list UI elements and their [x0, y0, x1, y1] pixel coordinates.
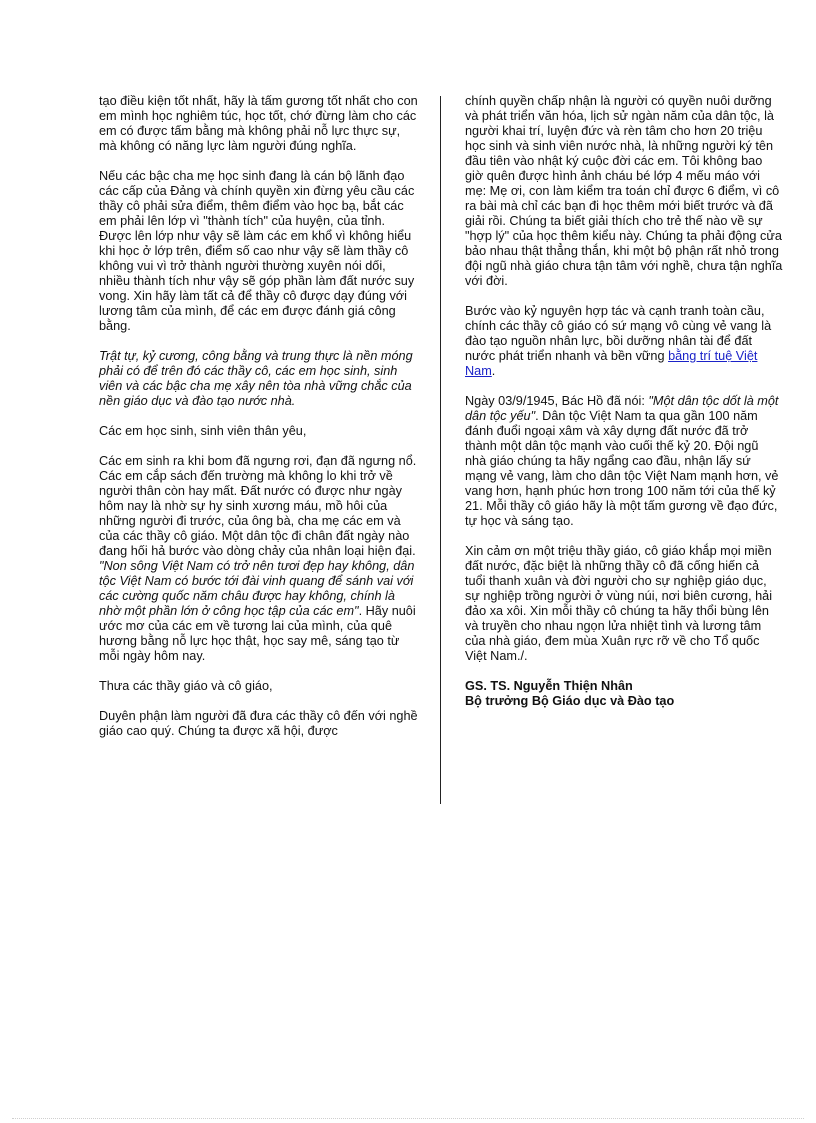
paragraph-text: . Dân tộc Việt Nam ta qua gần 100 năm đánh đuổi ngoại xâm và xây dựng đất nước đã trở thành một dân tộc mạnh vào cuối thế kỷ 20. Đội ngũ nhà giáo chúng ta hãy ngẩng cao đầu, nhận lấy sứ mạng vẻ vang, làm cho dân tộc Việt Nam mạnh hơn, vẻ vang hơn, hạnh phúc hơn trong 100 năm tới của thế kỷ 21. Mỗi thầy cô giáo hãy là một tấm gương về đạo đức, tự học và sáng tạo. — [465, 409, 779, 528]
quote-text: "Non sông Việt Nam có trở nên tươi đẹp hay không, dân tộc Việt Nam có bước tới đài vinh quang để sánh vai với các cường quốc năm châu được hay không, chính là nhờ một phần lớn ở công học tập của các em" — [99, 559, 415, 618]
paragraph: Xin cảm ơn một triệu thầy giáo, cô giáo khắp mọi miền đất nước, đặc biệt là những thầy cô đã cống hiến cả tuổi thanh xuân và đời người cho sự nghiệp giáo dục, sự nghiệp trồng người ở vùng núi, nơi biên cương, hải đảo xa xôi. Xin mỗi thầy cô chúng ta hãy thổi bùng lên và truyền cho nhau ngọn lửa nhiệt tình và lương tâm của nhà giáo, đem mùa Xuân rực rỡ về cho Tổ quốc Việt Nam./. — [465, 544, 773, 663]
quote-text: "Một dân tộc dốt là một dân tộc yếu" — [465, 394, 779, 423]
paragraph: Duyên phận làm người đã đưa các thầy cô đến với nghề giáo cao quý. Chúng ta được xã hội, được — [99, 709, 418, 738]
paragraph-text: . — [491, 364, 496, 378]
left-column — [99, 94, 419, 754]
paragraph: tạo điều kiện tốt nhất, hãy là tấm gương tốt nhất cho con em mình học nghiêm túc, học tốt, chớ đừng làm cho các em có được tấm bằng mà không phải nỗ lực thực sự, mà không có năng lực làm người đúng nghĩa. — [99, 94, 418, 153]
italic-paragraph: Trật tự, kỷ cương, công bằng và trung thực là nền móng phải có để trên đó các thầy cô, các em học sinh, sinh viên và các bậc cha mẹ xây nên tòa nhà vững chắc của nền giáo dục và đào tạo nước nhà. — [99, 349, 413, 408]
paragraph-text: Ngày 03/9/1945, Bác Hồ đã nói: — [465, 394, 649, 408]
paragraph: chính quyền chấp nhận là người có quyền nuôi dưỡng và phát triển văn hóa, lịch sử ngàn năm của dân tộc, là người khai trí, luyện đức và rèn tâm cho hơn 20 triệu học sinh và sinh viên nước nhà, là những người ký tên đầu tiên vào nhật ký cuộc đời các em. Tôi không bao giờ quên được hình ảnh cháu bé lớp 4 mếu máo với mẹ: Mẹ ơi, con làm kiểm tra toán chỉ được 6 điểm, vì cô ra bài mà chỉ các bạn đi học thêm mới biết trước và đã giải rồi. Chúng ta biết giải thích cho trẻ thế nào về sự "hợp lý" của học thêm kiểu này. Chúng ta phải động cửa bảo nhau thật thẳng thắn, khi một bộ phận rất nhỏ trong đội ngũ nhà giáo chưa tận tâm với nghề, chưa tận nghĩa với đời. — [465, 94, 783, 288]
right-column — [465, 94, 783, 709]
paragraph: Nếu các bậc cha mẹ học sinh đang là cán bộ lãnh đạo các cấp của Đảng và chính quyền xin đừng yêu cầu các thầy cô phải sửa điểm, thêm điểm vào học bạ, bắt các em phải lên lớp vì "thành tích" của huyện, của tỉnh. Được lên lớp như vậy sẽ làm các em khổ vì không hiểu khi học ở lớp trên, điểm số cao như vậy sẽ làm thầy cô không vui vì trở thành người thường xuyên nói dối, nhiều thành tích như vậy sẽ góp phần làm đất nước suy vong. Xin hãy làm tất cả để thầy cô được dạy đúng với lương tâm của mình, để các em được đánh giá công bằng. — [99, 169, 415, 333]
paragraph-text: . Hãy nuôi ước mơ của các em về tương lai của mình, của quê hương bằng nỗ lực học thật, học say mê, sáng tạo từ mỗi ngày hôm nay. — [99, 604, 416, 663]
paragraph — [99, 454, 419, 664]
page-bottom-border — [12, 1118, 804, 1119]
link-bang-tri-tue[interactable]: bằng trí tuệ Việt Nam — [465, 349, 758, 378]
paragraph — [465, 394, 783, 529]
paragraph — [465, 304, 783, 379]
salutation-students: Các em học sinh, sinh viên thân yêu, — [99, 424, 307, 438]
paragraph-text: Các em sinh ra khi bom đã ngưng rơi, đạn đã ngưng nổ. Các em cắp sách đến trường mà không lo khi trở về người thân còn hay mất. Đất nước có được như ngày hôm nay là nhờ sự hy sinh xương máu, mồ hôi của những người đi trước, của ông bà, cha mẹ các em và của các thầy cô giáo. Một dân tộc đi chân đất ngày nào đang hối hả bước vào dòng chảy của nhân loại hiện đại. — [99, 454, 417, 558]
paragraph-text: Bước vào kỷ nguyên hợp tác và cạnh tranh toàn cầu, chính các thầy cô giáo có sứ mạng vô cùng vẻ vang là đào tạo nguồn nhân lực, bồi dưỡng nhân tài để đất nước phát triển nhanh và bền vững — [465, 304, 772, 363]
salutation-teachers: Thưa các thầy giáo và cô giáo, — [99, 679, 273, 693]
signature-title: Bộ trưởng Bộ Giáo dục và Đào tạo — [465, 694, 675, 708]
signature-name: GS. TS. Nguyễn Thiện Nhân — [465, 679, 633, 693]
column-divider — [440, 96, 441, 804]
